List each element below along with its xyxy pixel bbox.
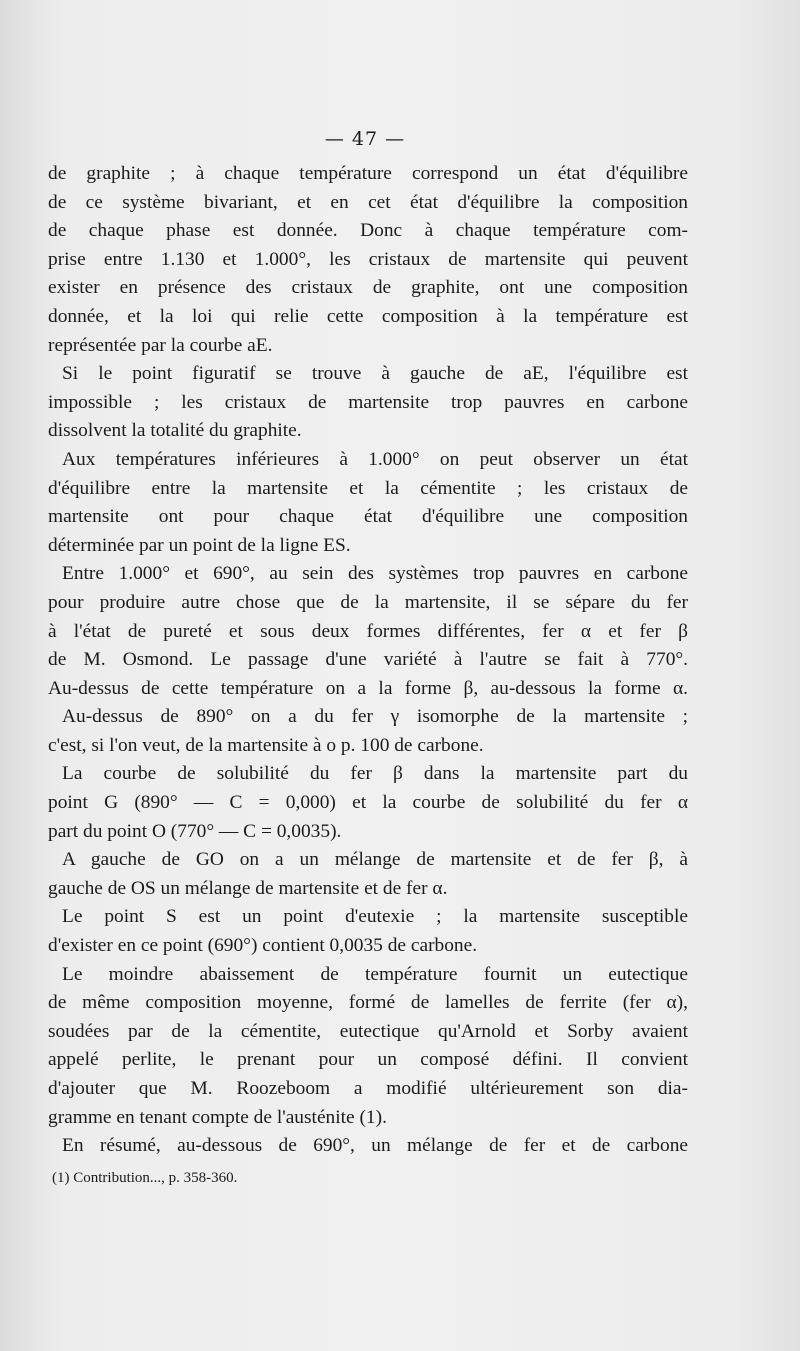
text-line: de même composition moyenne, formé de lamelles de ferrite (fer α), bbox=[48, 992, 688, 1014]
text-line: impossible ; les cristaux de martensite trop pauvres en carbone bbox=[48, 391, 688, 413]
text-line: La courbe de solubilité du fer β dans la martensite part du bbox=[62, 763, 688, 785]
text-line: part du point O (770° — C = 0,0035). bbox=[48, 820, 342, 842]
text-line: Le point S est un point d'eutexie ; la martensite susceptible bbox=[62, 906, 688, 928]
text-line: gauche de OS un mélange de martensite et de fer α. bbox=[48, 877, 448, 899]
text-line: de M. Osmond. Le passage d'une variété à l'autre se fait à 770°. bbox=[48, 649, 688, 671]
text-line: prise entre 1.130 et 1.000°, les cristaux de martensite qui peuvent bbox=[48, 248, 688, 270]
text-line: à l'état de pureté et sous deux formes différentes, fer α et fer β bbox=[48, 620, 688, 642]
text-line: pour produire autre chose que de la martensite, il se sépare du fer bbox=[48, 591, 688, 613]
page-number: — 47 — bbox=[324, 128, 406, 150]
text-line: Si le point figuratif se trouve à gauche de aE, l'équilibre est bbox=[62, 363, 688, 385]
body-text bbox=[48, 160, 688, 1161]
text-line: A gauche de GO on a un mélange de martensite et de fer β, à bbox=[62, 849, 688, 871]
text-line: représentée par la courbe aE. bbox=[48, 334, 273, 356]
text-line: Aux températures inférieures à 1.000° on peut observer un état bbox=[62, 448, 688, 470]
text-line: dissolvent la totalité du graphite. bbox=[48, 420, 302, 442]
text-line: déterminée par un point de la ligne ES. bbox=[48, 534, 351, 556]
text-line: de ce système bivariant, et en cet état d'équilibre la composition bbox=[48, 191, 688, 213]
text-line: Entre 1.000° et 690°, au sein des systèmes trop pauvres en carbone bbox=[62, 563, 688, 585]
text-line: En résumé, au-dessous de 690°, un mélange de fer et de carbone bbox=[62, 1135, 688, 1157]
text-line: de chaque phase est donnée. Donc à chaque température com- bbox=[48, 220, 688, 242]
text-line: d'ajouter que M. Roozeboom a modifié ultérieurement son dia- bbox=[48, 1078, 688, 1099]
text-line: c'est, si l'on veut, de la martensite à o p. 100 de carbone. bbox=[48, 734, 484, 756]
text-line: point G (890° — C = 0,000) et la courbe de solubilité du fer α bbox=[48, 792, 688, 814]
text-line: soudées par de la cémentite, eutectique qu'Arnold et Sorby avaient bbox=[48, 1020, 688, 1042]
text-line: Au-dessus de 890° on a du fer γ isomorphe de la martensite ; bbox=[62, 706, 688, 728]
text-line: appelé perlite, le prenant pour un composé défini. Il convient bbox=[48, 1049, 688, 1071]
text-line: d'exister en ce point (690°) contient 0,0035 de carbone. bbox=[48, 935, 478, 957]
text-line: exister en présence des cristaux de graphite, ont une composition bbox=[48, 277, 688, 299]
footnote: (1) Contribution..., p. 358-360. bbox=[52, 1170, 238, 1186]
text-line: d'équilibre entre la martensite et la cémentite ; les cristaux de bbox=[48, 477, 688, 499]
text-line: de graphite ; à chaque température correspond un état d'équilibre bbox=[48, 163, 688, 184]
text-line: Le moindre abaissement de température fournit un eutectique bbox=[62, 963, 688, 985]
text-line: martensite ont pour chaque état d'équilibre une composition bbox=[48, 506, 688, 528]
text-line: Au-dessus de cette température on a la forme β, au-dessous la forme α. bbox=[48, 677, 688, 699]
text-line: gramme en tenant compte de l'austénite (1). bbox=[48, 1106, 387, 1128]
text-line: donnée, et la loi qui relie cette composition à la température est bbox=[48, 305, 688, 327]
